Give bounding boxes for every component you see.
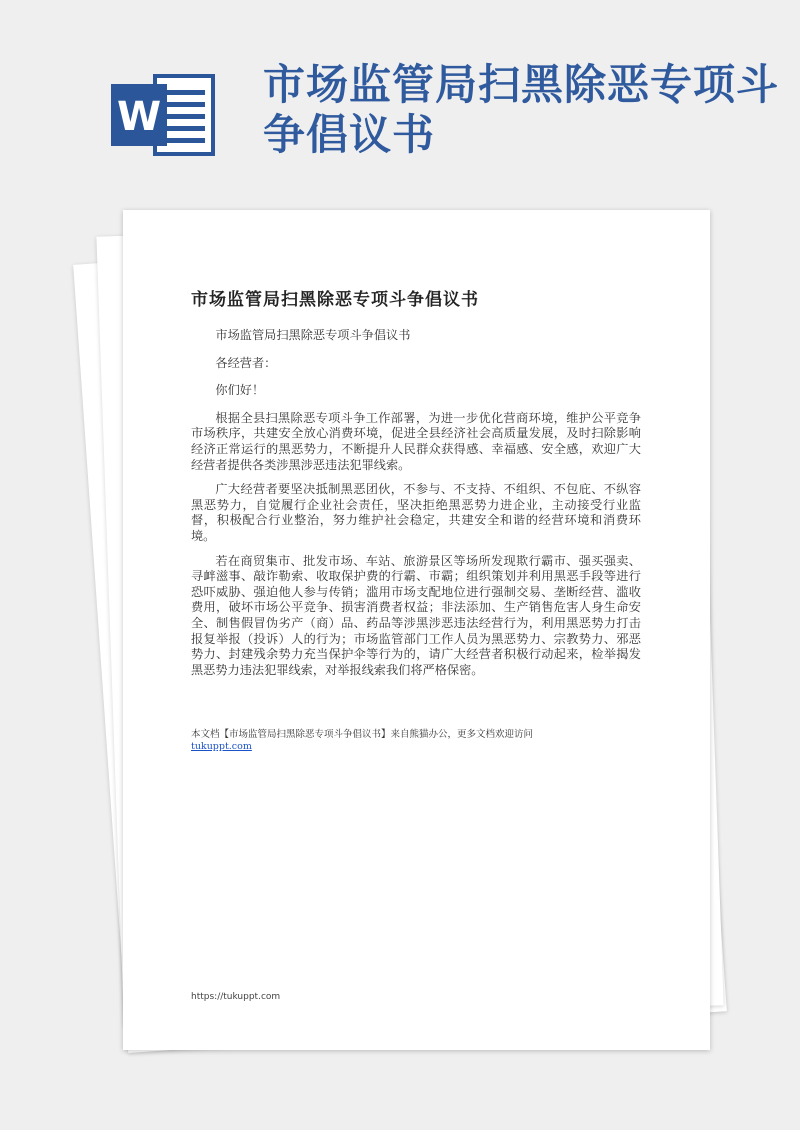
source-link[interactable]: tukuppt.com bbox=[191, 741, 252, 752]
document-page bbox=[123, 210, 710, 1050]
paragraph: 广大经营者要坚决抵制黑恶团伙，不参与、不支持、不组织、不包庇、不纵容黑恶势力，自觉履行企业社会责任，坚决拒绝黑恶势力进企业，主动接受行业监督，积极配合行业整治，努力维护社会稳定，共建安全和谐的经营环境和消费环境。 bbox=[191, 482, 641, 543]
bottom-url[interactable]: https://tukuppt.com bbox=[191, 992, 281, 1002]
banner-title: 市场监管局扫黑除恶专项斗争倡议书 bbox=[263, 60, 780, 159]
word-document-icon bbox=[107, 70, 217, 160]
source-note-text: 本文档【市场监管局扫黑除恶专项斗争倡议书】来自熊猫办公，更多文档欢迎访问 bbox=[191, 729, 534, 740]
paragraph: 若在商贸集市、批发市场、车站、旅游景区等场所发现欺行霸市、强买强卖、寻衅滋事、敲诈勒索、收取保护费的行霸、市霸；组织策划并利用黑恶手段等进行恐吓威胁、强迫他人参与传销；滥用市场支配地位进行强制交易、垄断经营、滥收费用，破坏市场公平竞争、损害消费者权益；非法添加、生产销售危害人身生命安全、制售假冒伪劣产（商）品、药品等涉黑涉恶违法经营行为，利用黑恶势力打击报复举报（投诉）人的行为；市场监管部门工作人员为黑恶势力、宗教势力、邪恶势力、封建残余势力充当保护伞等行为的，请广大经营者积极行动起来，检举揭发黑恶势力违法犯罪线索，对举报线索我们将严格保密。 bbox=[191, 553, 641, 677]
document-heading: 市场监管局扫黑除恶专项斗争倡议书 bbox=[191, 290, 479, 310]
word-logo-letter: W bbox=[116, 94, 162, 140]
paragraph: 根据全县扫黑除恶专项斗争工作部署，为进一步优化营商环境，维护公平竞争市场秩序，共建安全放心消费环境，促进全县经济社会高质量发展，及时扫除影响经济正常运行的黑恶势力，不断提升人民群众获得感、幸福感、安全感，欢迎广大经营者提供各类涉黑涉恶违法犯罪线索。 bbox=[191, 410, 641, 472]
greeting: 你们好！ bbox=[215, 383, 265, 398]
salutation: 各经营者： bbox=[215, 355, 277, 370]
body-line: 市场监管局扫黑除恶专项斗争倡议书 bbox=[215, 328, 411, 342]
source-note bbox=[191, 729, 651, 753]
document-body bbox=[191, 328, 641, 687]
